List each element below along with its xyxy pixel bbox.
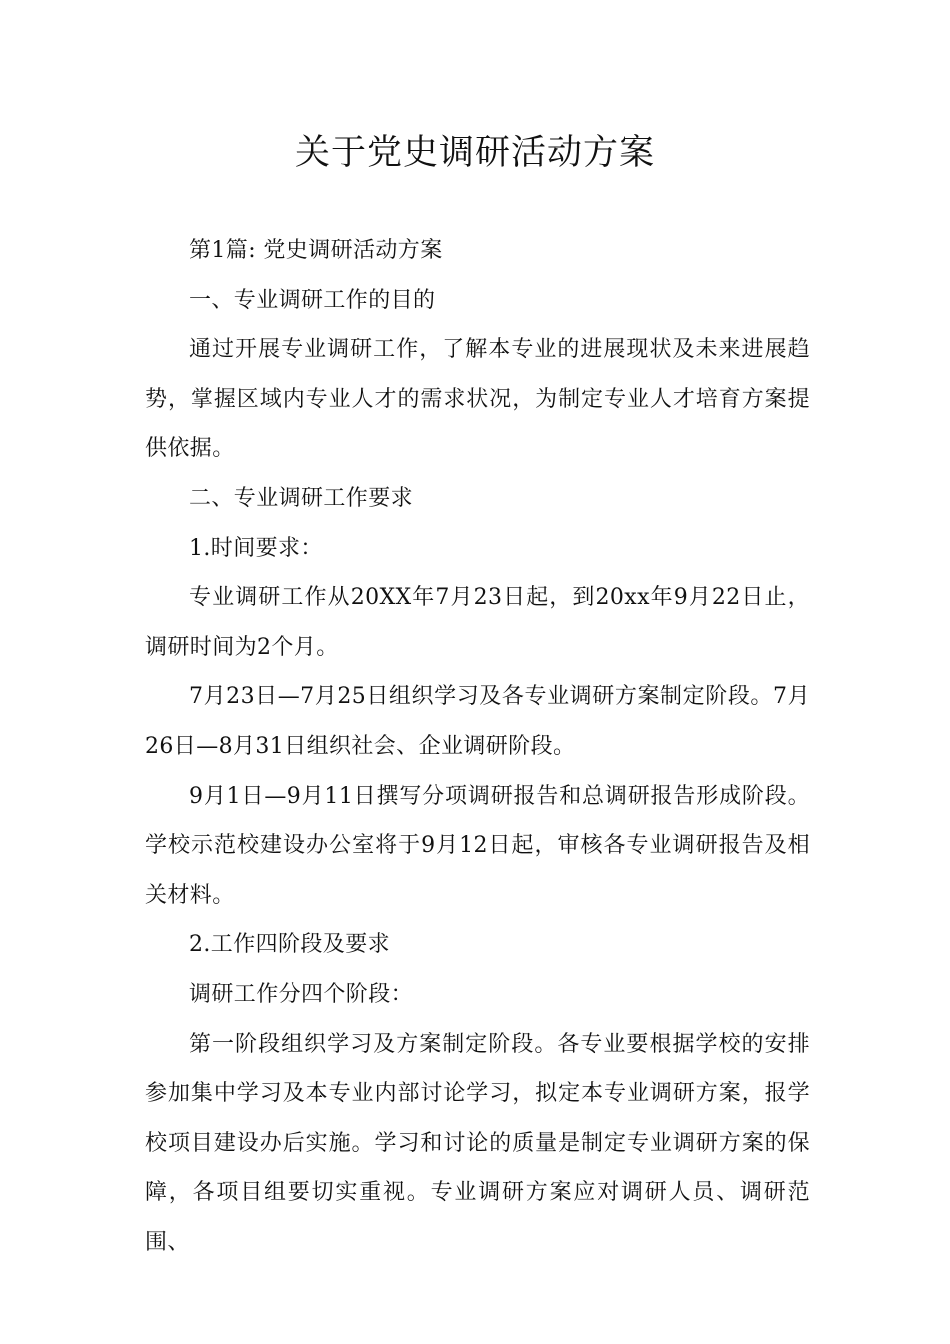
paragraph-chapter-heading: 第1篇: 党史调研活动方案 (189, 238, 443, 263)
paragraph-purpose: 通过开展专业调研工作，了解本专业的进展现状及未来进展趋势，掌握区域内专业人才的需求状况，为制定专业人才培育方案提供依据。 (145, 337, 810, 462)
subheading-stages: 2.工作四阶段及要求 (189, 932, 390, 958)
document-body (145, 226, 810, 1267)
paragraph-time-range: 专业调研工作从20XX年7月23日起，到20xx年9月22日止，调研时间为2个月。 (145, 585, 810, 660)
section-heading-requirements: 二、专业调研工作要求 (189, 485, 414, 511)
section-heading-purpose: 一、专业调研工作的目的 (189, 287, 436, 313)
paragraph-schedule-1: 7月23日—7月25日组织学习及各专业调研方案制定阶段。7月26日—8月31日组织社会、企业调研阶段。 (145, 684, 810, 759)
document-title: 关于党史调研活动方案 (294, 133, 655, 173)
subheading-time: 1.时间要求： (189, 535, 323, 561)
paragraph-stage-one: 第一阶段组织学习及方案制定阶段。各专业要根据学校的安排参加集中学习及本专业内部讨论学习，拟定本专业调研方案，报学校项目建设办后实施。学习和讨论的质量是制定专业调研方案的保障，各项目组要切实重视。专业调研方案应对调研人员、调研范围、 (145, 1031, 810, 1255)
paragraph-stages-intro: 调研工作分四个阶段： (189, 981, 414, 1007)
paragraph-schedule-2: 9月1日—9月11日撰写分项调研报告和总调研报告形成阶段。学校示范校建设办公室将于9月12日起，审核各专业调研报告及相关材料。 (145, 783, 810, 908)
